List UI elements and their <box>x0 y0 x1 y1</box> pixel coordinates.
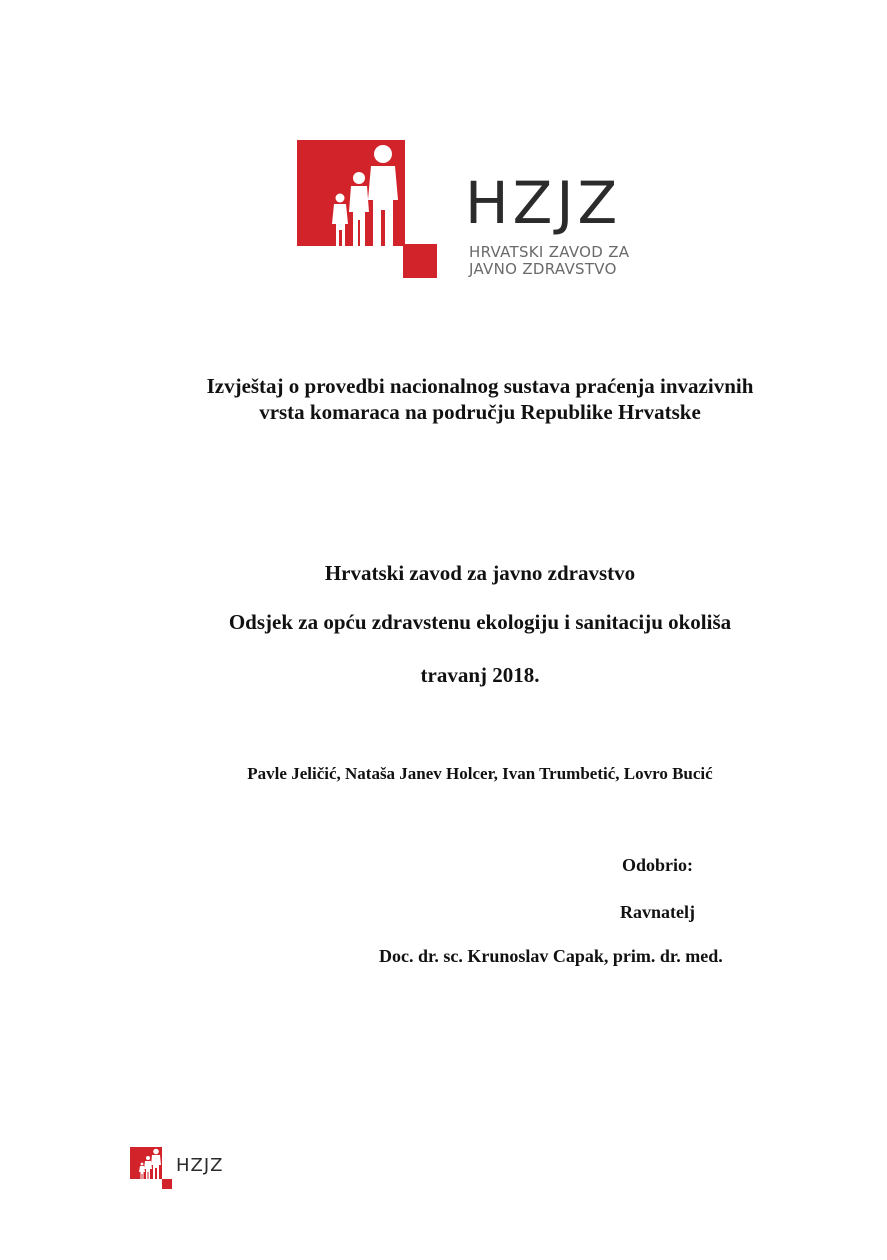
logo-subtitle-line2: JAVNO ZDRAVSTVO <box>469 260 617 278</box>
header-logo <box>297 140 637 280</box>
approval-label: Odobrio: <box>622 855 694 875</box>
footer-wordmark: HZJZ <box>176 1155 224 1176</box>
hzjz-footer-logo-icon <box>130 1147 172 1189</box>
logo-subtitle <box>469 244 629 278</box>
department-name: Odsjek za opću zdravstenu ekologiju i sanitaciju okoliša <box>228 610 732 634</box>
document-title <box>120 373 840 425</box>
approval-name: Doc. dr. sc. Krunoslav Capak, prim. dr. med. <box>379 946 723 966</box>
authors: Pavle Jeličić, Nataša Janev Holcer, Ivan Trumbetić, Lovro Bucić <box>247 764 713 783</box>
logo-wordmark: HZJZ <box>465 169 622 237</box>
document-title-line2: vrsta komaraca na području Republike Hrvatske <box>259 400 701 424</box>
institute-name: Hrvatski zavod za javno zdravstvo <box>324 561 636 585</box>
logo-subtitle-line1: HRVATSKI ZAVOD ZA <box>469 243 630 261</box>
approval-role: Ravnatelj <box>620 902 695 922</box>
footer-logo <box>130 1147 240 1189</box>
document-title-line1: Izvještaj o provedbi nacionalnog sustava praćenja invazivnih <box>206 374 754 398</box>
hzjz-logo-mark-icon <box>297 140 437 280</box>
document-date: travanj 2018. <box>420 663 540 687</box>
